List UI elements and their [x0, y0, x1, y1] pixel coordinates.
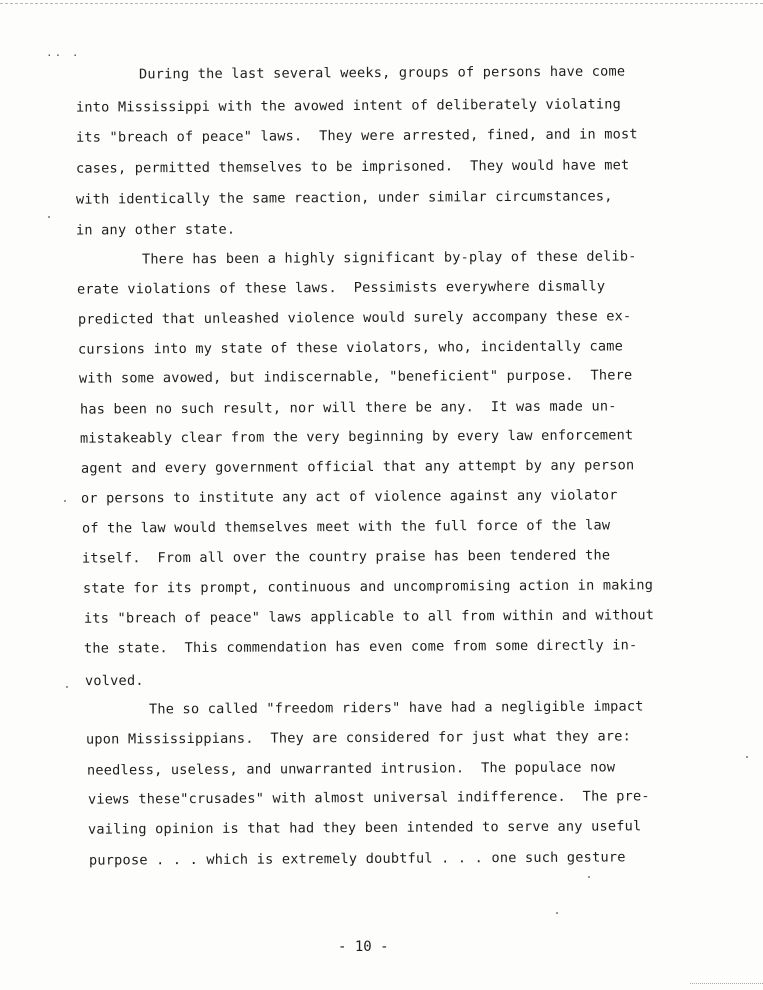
text-line: with identically the same reaction, under similar circumstances,	[75, 188, 613, 208]
text-line: There has been a highly significant by-play of these delib-	[141, 248, 637, 268]
page-number: - 10 -	[338, 939, 389, 955]
text-line: has been no such result, nor will there be any. It was made un-	[79, 398, 617, 418]
text-line: needless, useless, and unwarranted intrusion. The populace now	[86, 759, 616, 779]
text-line: During the last several weeks, groups of persons have come	[138, 63, 626, 83]
corner-mark: .. .	[46, 46, 81, 59]
bottom-edge-rule	[690, 983, 763, 984]
text-line: mistakeably clear from the very beginning by every law enforcement	[79, 427, 634, 447]
text-line: erate violations of these laws. Pessimists everywhere dismally	[76, 278, 606, 298]
text-line: agent and every government official that any attempt by any person	[80, 457, 635, 477]
text-line: state for its prompt, continuous and uncompromising action in making	[82, 577, 654, 597]
paper-speck	[66, 686, 68, 688]
page-top-edge	[0, 3, 763, 4]
text-line: itself. From all over the country praise has been tendered the	[81, 547, 611, 567]
text-line: with some avowed, but indiscernable, "beneficient" purpose. There	[78, 367, 633, 387]
text-line: into Mississippi with the avowed intent of deliberately violating	[75, 96, 622, 116]
text-line: upon Mississippians. They are considered for just what they are:	[85, 728, 632, 748]
text-line: vailing opinion is that had they been intended to serve any useful	[87, 818, 642, 838]
paper-speck	[556, 912, 558, 914]
text-line: The so called "freedom riders" have had a negligible impact	[148, 698, 644, 718]
text-line: or persons to institute any act of violence against any violator	[80, 487, 618, 507]
text-line: cursions into my state of these violators, who, incidentally came	[77, 338, 624, 358]
text-line: views these"crusades" with almost universal indifference. The pre-	[87, 788, 650, 808]
text-line: in any other state.	[75, 221, 236, 239]
text-line: of the law would themselves meet with the full force of the law	[81, 517, 611, 537]
text-line: predicted that unleashed violence would surely accompany these ex-	[77, 308, 632, 328]
text-line: its "breach of peace" laws applicable to all from within and without	[83, 607, 655, 627]
text-line: cases, permitted themselves to be imprisoned. They would have met	[75, 157, 630, 177]
text-line: volved.	[84, 672, 144, 690]
paper-speck	[746, 756, 748, 758]
text-line: its "breach of peace" laws. They were arrested, fined, and in most	[75, 126, 638, 146]
text-line: purpose . . . which is extremely doubtful . . . one such gesture	[88, 849, 626, 869]
text-line: the state. This commendation has even come from some directly in-	[83, 637, 638, 657]
paper-speck	[48, 216, 50, 218]
paper-speck	[64, 500, 66, 502]
paper-speck	[588, 876, 590, 878]
